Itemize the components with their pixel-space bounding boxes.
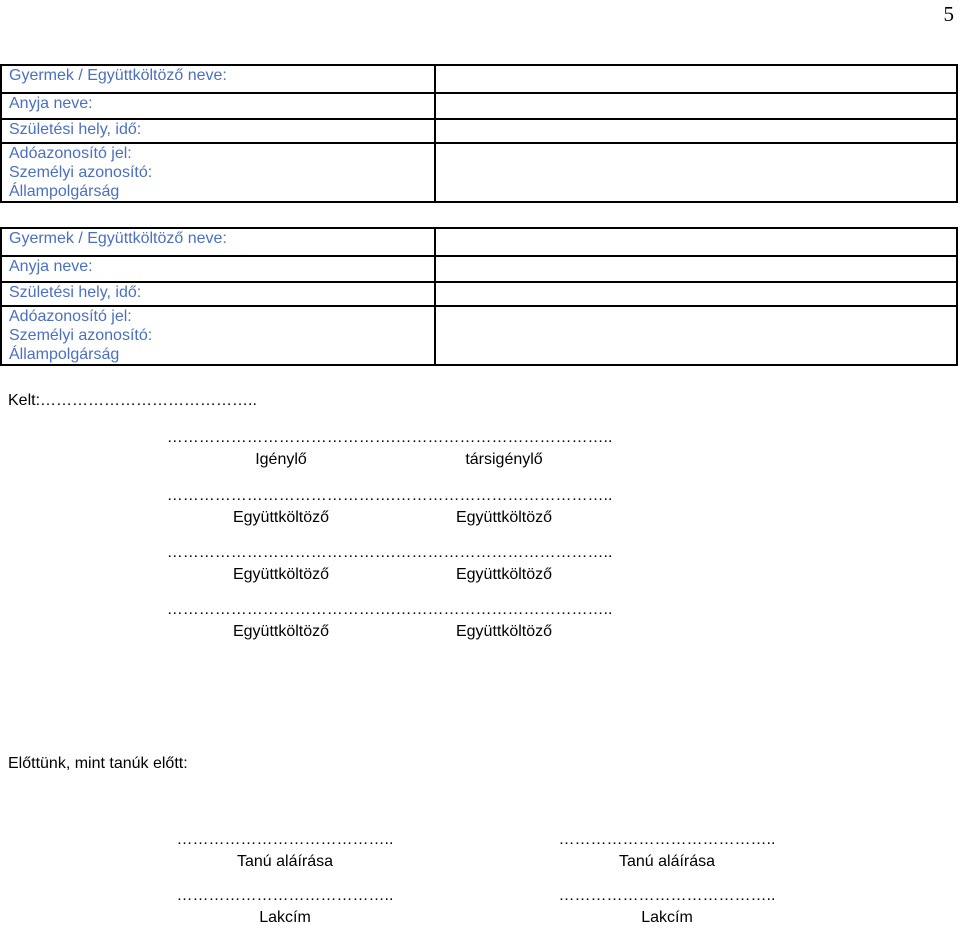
witness-heading: Előttünk, mint tanúk előtt: — [8, 755, 188, 772]
witness-address-1 — [135, 886, 435, 928]
witness-signature-label: Tanú aláírása — [618, 853, 716, 870]
address-dots: ………………………………….. — [558, 887, 776, 904]
address-dots: ………………………………….. — [176, 887, 394, 904]
citizenship-label: Állampolgárság — [9, 346, 120, 363]
person-table-1 — [0, 64, 958, 203]
signature-dots: ………………………………….. — [395, 429, 613, 446]
signature-dots: ………………………………….. — [395, 601, 613, 618]
witness-signature-label: Tanú aláírása — [236, 853, 334, 870]
tax-id-label: Adóazonosító jel: — [9, 145, 132, 162]
signature-label: Együttköltöző — [455, 566, 553, 583]
id-labels-cell — [1, 306, 435, 365]
mother-name-label: Anyja neve: — [1, 256, 435, 282]
birth-label: Születési hely, idő: — [1, 282, 435, 306]
name-label: Gyermek / Együttköltöző neve: — [1, 65, 435, 93]
citizenship-label: Állampolgárság — [9, 183, 120, 200]
signature-label: Együttköltöző — [232, 509, 330, 526]
personal-id-label: Személyi azonosító: — [9, 327, 153, 344]
signature-dots: ……………………………………. — [166, 429, 396, 446]
name-label: Gyermek / Együttköltöző neve: — [1, 228, 435, 256]
witness-signature-2 — [517, 830, 817, 872]
signature-dots: ……………………………………. — [166, 544, 396, 561]
name-field[interactable] — [435, 65, 957, 93]
id-field[interactable] — [435, 143, 957, 202]
birth-field[interactable] — [435, 282, 957, 306]
mother-name-field[interactable] — [435, 93, 957, 119]
signature-label: Együttköltöző — [455, 623, 553, 640]
signature-co-applicant — [354, 428, 654, 470]
witness-signature-1 — [135, 830, 435, 872]
signature-dots: ………………………………….. — [176, 831, 394, 848]
signature-dots: ………………………………….. — [395, 544, 613, 561]
signature-dots: ………………………………….. — [558, 831, 776, 848]
birth-label: Születési hely, idő: — [1, 119, 435, 143]
signature-dots: ……………………………………. — [166, 487, 396, 504]
signature-label: Igénylő — [255, 451, 307, 468]
signature-dots: ……………………………………. — [166, 601, 396, 618]
signature-label: Együttköltöző — [232, 623, 330, 640]
witness-address-label: Lakcím — [259, 909, 311, 926]
witness-address-label: Lakcím — [641, 909, 693, 926]
birth-field[interactable] — [435, 119, 957, 143]
page-number: 5 — [943, 2, 954, 26]
signature-label: Együttköltöző — [455, 509, 553, 526]
signature-label: Együttköltöző — [232, 566, 330, 583]
personal-id-label: Személyi azonosító: — [9, 164, 153, 181]
person-table-2 — [0, 227, 958, 366]
tax-id-label: Adóazonosító jel: — [9, 308, 132, 325]
mother-name-field[interactable] — [435, 256, 957, 282]
signature-cohabitant — [354, 543, 654, 585]
date-line: Kelt:………………………………….. — [8, 392, 257, 409]
id-labels-cell — [1, 143, 435, 202]
signature-dots: ………………………………….. — [395, 487, 613, 504]
signature-cohabitant — [354, 600, 654, 642]
signature-cohabitant — [354, 486, 654, 528]
name-field[interactable] — [435, 228, 957, 256]
signature-label: társigénylő — [465, 451, 543, 468]
mother-name-label: Anyja neve: — [1, 93, 435, 119]
witness-address-2 — [517, 886, 817, 928]
id-field[interactable] — [435, 306, 957, 365]
